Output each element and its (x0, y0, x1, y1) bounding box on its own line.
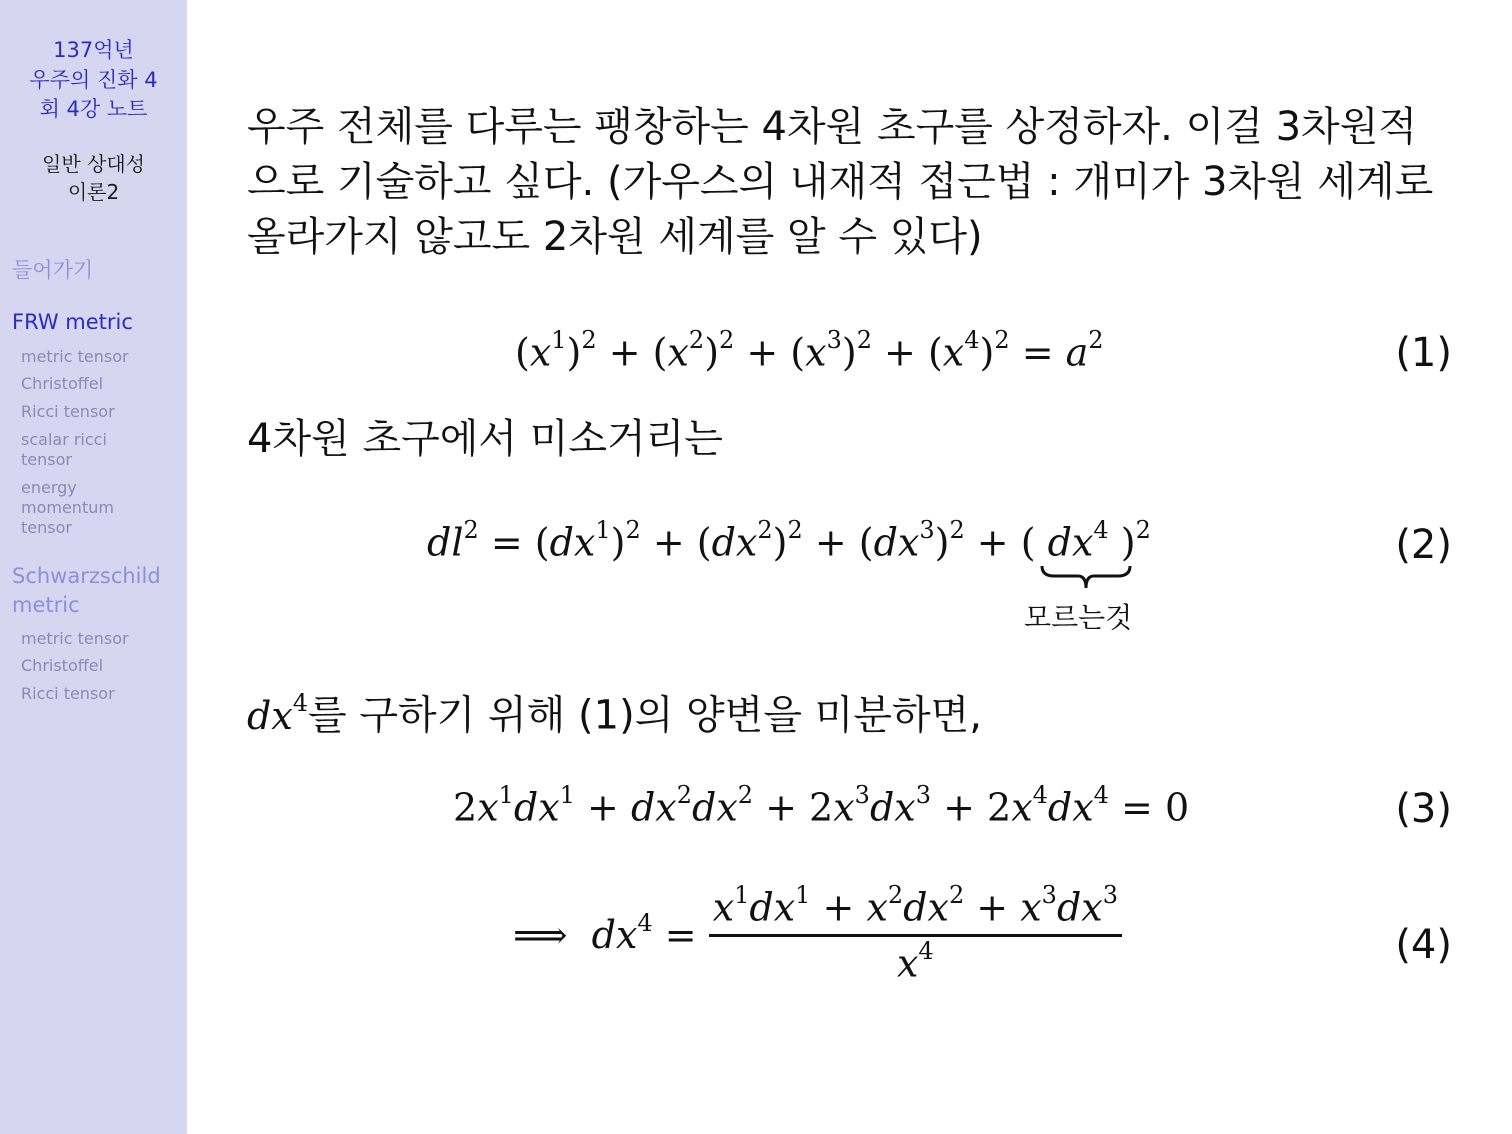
underbrace-group: $dx^4$ 모르는것 (1024, 516, 1133, 634)
nav-item-frw-energy-momentum-tensor[interactable]: energy momentum tensor (21, 478, 114, 537)
nav-item-frw-scalar-ricci-tensor[interactable]: scalar ricci tensor (21, 430, 107, 469)
nav-item-schwarzschild-ricci-tensor[interactable]: Ricci tensor (21, 684, 115, 703)
equation-number-3: (3) (1395, 786, 1452, 832)
presentation-title-line-1[interactable]: 137억년 (53, 38, 134, 62)
unknown-label: 모르는것 (1024, 601, 1133, 634)
equation-3: $2x^1dx^1 + dx^2dx^2 + 2x^3dx^3 + 2x^4dx^4 = 0$ (453, 781, 1190, 830)
fraction: $\frac{x^1dx^1 + x^2dx^2 + x^3dx^3}{x^4}$ (709, 885, 1122, 985)
presentation-title-line-2[interactable]: 우주의 진화 4 (29, 68, 158, 92)
nav-section-intro[interactable]: 들어가기 (12, 258, 94, 282)
nav-item-schwarzschild-christoffel[interactable]: Christoffel (21, 656, 104, 675)
slide-content (187, 0, 1512, 1134)
nav-item-frw-metric-tensor[interactable]: metric tensor (21, 347, 129, 366)
nav-item-schwarzschild-metric-tensor[interactable]: metric tensor (21, 629, 129, 648)
nav-section-frw-metric[interactable]: FRW metric (12, 310, 133, 334)
nav-item-frw-ricci-tensor[interactable]: Ricci tensor (21, 402, 115, 421)
presentation-subtitle-line-2: 이론2 (67, 180, 120, 204)
equation-1: $(x^1)^2 + (x^2)^2 + (x^3)^2 + (x^4)^2 = a^2$ (515, 326, 1104, 375)
equation-4: ⟹ $dx^4$ = $\frac{x^1dx^1 + x^2dx^2 + x^3dx^3}{x^4}$ (513, 885, 1122, 985)
equation-number-1: (1) (1395, 330, 1452, 376)
sidebar-navigation (0, 0, 187, 1134)
distance-intro-text: 4차원 초구에서 미소거리는 (247, 416, 723, 462)
underbrace-icon (1040, 564, 1132, 590)
nav-section-schwarzschild-metric[interactable]: Schwarzschild metric (12, 564, 161, 617)
intro-text: 우주 전체를 다루는 팽창하는 4차원 초구를 상정하자. 이걸 3차원적으로 기술하고 싶다. (가우스의 내재적 접근법 : 개미가 3차원 세계로 올라가지 않고도 2차원 세계를 알 수 있다) (247, 104, 1434, 260)
presentation-subtitle-line-1: 일반 상대성 (42, 152, 145, 176)
nav-item-frw-christoffel[interactable]: Christoffel (21, 374, 104, 393)
equation-number-2: (2) (1395, 522, 1452, 568)
differentiation-text: $dx^4$를 구하기 위해 (1)의 양변을 미분하면, (247, 689, 982, 739)
equation-number-4: (4) (1395, 922, 1452, 968)
equation-2: $dl^2 = (dx^1)^2 + (dx^2)^2 + (dx^3)^2$ + ( $dx^4$ 모르는것 )$^2$ (427, 516, 1151, 634)
intro-paragraph (247, 100, 1447, 265)
differentiation-text-suffix: 를 구하기 위해 (1)의 양변을 미분하면, (308, 692, 982, 739)
presentation-title-line-3[interactable]: 회 4강 노트 (39, 97, 148, 121)
